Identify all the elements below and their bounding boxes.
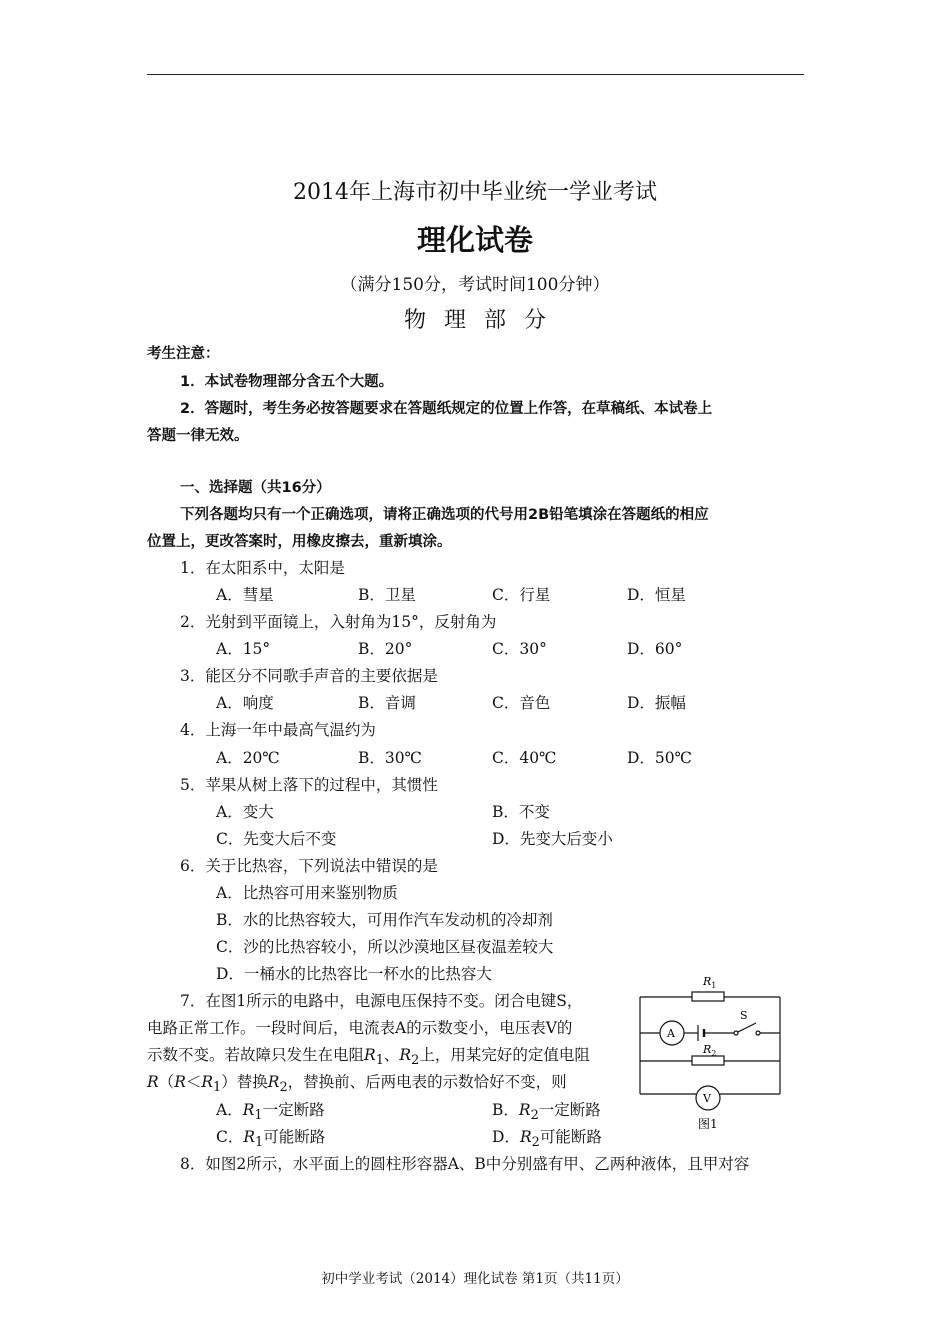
figure-1-caption: 图1 — [698, 1117, 718, 1131]
q1-option-d: D．恒星 — [627, 586, 686, 604]
switch-label: S — [740, 1009, 748, 1022]
page-footer: 初中学业考试（2014）理化试卷 第1页（共11页） — [321, 1271, 629, 1287]
q2-option-b: B．20° — [358, 640, 413, 658]
q6-option-d: D．一桶水的比热容比一杯水的比热容大 — [216, 965, 492, 983]
part1-instruction-line-1: 下列各题均只有一个正确选项，请将正确选项的代号用2B铅笔填涂在答题纸的相应 — [180, 507, 709, 523]
switch-contact-right — [756, 1031, 760, 1035]
q5-option-c: C．先变大后不变 — [216, 830, 337, 848]
q5-option-a: A．变大 — [216, 803, 274, 821]
top-rule — [147, 74, 804, 75]
resistor-r1 — [692, 992, 724, 1001]
q6-stem: 6．关于比热容，下列说法中错误的是 — [180, 857, 438, 875]
q3-option-a: A．响度 — [216, 694, 274, 712]
q4-option-b: B．30℃ — [358, 749, 422, 767]
q2-option-a: A．15° — [216, 640, 271, 658]
q8-stem: 8．如图2所示，水平面上的圆柱形容器A、B中分别盛有甲、乙两种液体，且甲对容 — [180, 1155, 750, 1173]
q7-option-b: B．$R_2$一定断路 — [492, 1101, 601, 1124]
q7-line-3: 示数不变。若故障只发生在电阻$R_1$、$R_2$上，用某完好的定值电阻 — [147, 1046, 590, 1069]
paper-title: 理化试卷 — [416, 223, 533, 257]
q4-option-d: D．50℃ — [627, 749, 692, 767]
paper-subtitle: （满分150分，考试时间100分钟） — [340, 275, 610, 295]
q2-stem: 2．光射到平面镜上，入射角为15°，反射角为 — [180, 613, 497, 631]
q3-option-b: B．音调 — [358, 694, 416, 712]
q6-option-b: B．水的比热容较大，可用作汽车发动机的冷却剂 — [216, 911, 553, 929]
q7-option-c: C．$R_1$可能断路 — [216, 1128, 326, 1151]
q7-option-d: D．$R_2$可能断路 — [492, 1128, 602, 1151]
q7-line-1: 7．在图1所示的电路中，电源电压保持不变。闭合电键S， — [180, 992, 583, 1010]
q1-option-c: C．行星 — [492, 586, 551, 604]
switch-lever — [738, 1023, 756, 1032]
q5-option-d: D．先变大后变小 — [492, 830, 613, 848]
q7-line-2: 电路正常工作。一段时间后，电流表A的示数变小，电压表V的 — [147, 1019, 573, 1037]
r2-label: $R_2$ — [703, 1043, 717, 1058]
q4-option-c: C．40℃ — [492, 749, 557, 767]
resistor-r2 — [692, 1056, 724, 1065]
q4-option-a: A．20℃ — [216, 749, 280, 767]
q4-stem: 4．上海一年中最高气温约为 — [180, 721, 376, 739]
q3-option-c: C．音色 — [492, 694, 551, 712]
notice-item-1: 1．本试卷物理部分含五个大题。 — [180, 374, 394, 390]
switch-contact-left — [734, 1031, 738, 1035]
r1-label: $R_1$ — [703, 975, 717, 990]
notice-item-2-line-2: 答题一律无效。 — [147, 428, 249, 444]
part1-instruction-line-2: 位置上，更改答案时，用橡皮擦去，重新填涂。 — [147, 534, 452, 550]
section-title: 物理部分 — [403, 308, 564, 333]
q2-option-d: D．60° — [627, 640, 683, 658]
figure-1-circuit — [630, 975, 790, 1136]
voltmeter-label: V — [703, 1092, 711, 1105]
q5-stem: 5．苹果从树上落下的过程中，其惯性 — [180, 776, 438, 794]
q6-option-a: A．比热容可用来鉴别物质 — [216, 884, 398, 902]
notice-heading: 考生注意： — [147, 346, 220, 362]
q3-option-d: D．振幅 — [627, 694, 686, 712]
q6-option-c: C．沙的比热容较小，所以沙漠地区昼夜温差较大 — [216, 938, 554, 956]
part1-heading: 一、选择题（共16分） — [180, 480, 331, 496]
q2-option-c: C．30° — [492, 640, 547, 658]
q1-option-b: B．卫星 — [358, 586, 416, 604]
q5-option-b: B．不变 — [492, 803, 550, 821]
q7-line-4: $R(R<R_1)$替换$R_2$，替换前、后两电表的示数恰好不变，则 — [147, 1073, 567, 1096]
q7-option-a: A．$R_1$一定断路 — [216, 1101, 325, 1124]
notice-item-2-line-1: 2．答题时，考生务必按答题要求在答题纸规定的位置上作答，在草稿纸、本试卷上 — [180, 401, 713, 417]
ammeter-label: A — [667, 1027, 675, 1040]
q1-option-a: A．彗星 — [216, 586, 274, 604]
q1-stem: 1．在太阳系中，太阳是 — [180, 559, 345, 577]
exam-title: 2014年上海市初中毕业统一学业考试 — [293, 180, 657, 205]
q3-stem: 3．能区分不同歌手声音的主要依据是 — [180, 667, 438, 685]
